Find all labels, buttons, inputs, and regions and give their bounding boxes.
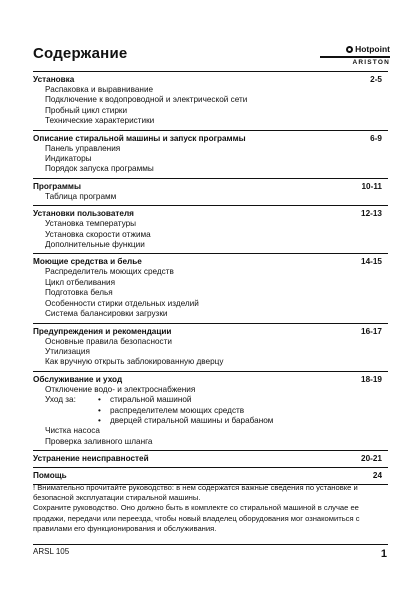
care-item: стиральной машиной bbox=[110, 395, 192, 405]
toc-section-programs bbox=[33, 179, 388, 206]
toc-item: Установка температуры bbox=[45, 219, 137, 229]
care-item: дверцей стиральной машины и барабаном bbox=[110, 415, 274, 425]
section-pages: 10-11 bbox=[361, 181, 382, 191]
section-title: Программы bbox=[33, 181, 81, 191]
toc-section-detergents bbox=[33, 254, 388, 323]
toc-item: Особенности стирки отдельных изделий bbox=[45, 298, 199, 308]
care-row bbox=[33, 416, 388, 426]
section-pages: 16-17 bbox=[361, 326, 382, 336]
page-number: 1 bbox=[380, 548, 387, 560]
model-number: ARSL 105 bbox=[33, 547, 70, 556]
toc-item: Утилизация bbox=[45, 346, 90, 356]
section-title: Устранение неисправностей bbox=[33, 454, 149, 464]
toc-item: Распределитель моющих средств bbox=[45, 267, 174, 277]
toc-section-warnings bbox=[33, 324, 388, 372]
toc-item: Подготовка белья bbox=[45, 288, 113, 298]
toc-section-user-settings bbox=[33, 206, 388, 254]
section-pages: 6-9 bbox=[370, 133, 382, 143]
brand-logo bbox=[320, 44, 390, 66]
toc-section-installation bbox=[33, 72, 388, 131]
section-pages: 2-5 bbox=[370, 75, 382, 84]
toc-section-troubleshooting bbox=[33, 451, 388, 468]
brand-top-text: Hotpoint bbox=[355, 44, 390, 54]
section-title: Предупреждения и рекомендации bbox=[33, 326, 172, 336]
bullet-icon: • bbox=[98, 395, 101, 405]
notice-text bbox=[33, 483, 388, 534]
bullet-icon: • bbox=[98, 415, 101, 425]
notice-paragraph: ! Внимательно прочитайте руководство: в нем содержатся важные сведения по установке и безопасной эксплуатации стиральной машины. bbox=[33, 483, 358, 503]
section-title: Помощь bbox=[33, 471, 67, 481]
care-row bbox=[33, 395, 388, 405]
care-item: распределителем моющих средств bbox=[110, 405, 245, 415]
toc-item: Дополнительные функции bbox=[45, 240, 145, 250]
section-pages: 18-19 bbox=[361, 374, 382, 384]
toc-item: Распаковка и выравнивание bbox=[45, 85, 154, 94]
toc-item: Основные правила безопасности bbox=[45, 336, 172, 346]
toc-item: Таблица программ bbox=[45, 191, 117, 201]
notice-paragraph: Сохраните руководство. Оно должно быть в комплекте со стиральной машиной в случае ее продажи, передачи или переезда, чтобы новый владелец оборудования мог ознакомиться с правилами его функционирования и обслуживания. bbox=[33, 503, 360, 533]
section-title: Моющие средства и белье bbox=[33, 257, 142, 267]
toc-item: Панель управления bbox=[45, 143, 121, 153]
toc-item: Проверка заливного шланга bbox=[45, 436, 153, 446]
table-of-contents bbox=[33, 71, 388, 485]
toc-item: Чистка насоса bbox=[45, 426, 100, 436]
toc-item: Индикаторы bbox=[45, 154, 92, 164]
section-title: Установка bbox=[33, 75, 75, 84]
toc-item: Установка скорости отжима bbox=[45, 229, 151, 239]
toc-item: Система балансировки загрузки bbox=[45, 309, 168, 319]
bullet-icon: • bbox=[98, 405, 101, 415]
toc-item: Как вручную открыть заблокированную дверцу bbox=[45, 357, 224, 367]
toc-item: Цикл отбеливания bbox=[45, 277, 116, 287]
care-row bbox=[33, 406, 388, 416]
section-pages: 12-13 bbox=[361, 209, 382, 219]
section-title: Обслуживание и уход bbox=[33, 374, 123, 384]
section-pages: 24 bbox=[372, 471, 382, 481]
footer-divider bbox=[33, 544, 388, 545]
brand-bottom-text: ARISTON bbox=[320, 56, 390, 66]
toc-section-maintenance bbox=[33, 372, 388, 451]
section-pages: 14-15 bbox=[361, 257, 382, 267]
section-pages: 20-21 bbox=[361, 454, 382, 464]
toc-item: Порядок запуска программы bbox=[45, 164, 154, 174]
page-title: Содержание bbox=[33, 45, 128, 62]
toc-item: Отключение водо- и электроснабжения bbox=[45, 384, 196, 394]
section-title: Описание стиральной машины и запуск программы bbox=[33, 133, 246, 143]
hotpoint-mark-icon bbox=[346, 46, 353, 53]
section-title: Установки пользователя bbox=[33, 209, 134, 219]
toc-item: Пробный цикл стирки bbox=[45, 105, 128, 115]
toc-section-description bbox=[33, 131, 388, 179]
toc-item: Технические характеристики bbox=[45, 116, 155, 126]
care-label: Уход за: bbox=[45, 395, 76, 405]
toc-item: Подключение к водопроводной и электрической сети bbox=[45, 95, 248, 105]
